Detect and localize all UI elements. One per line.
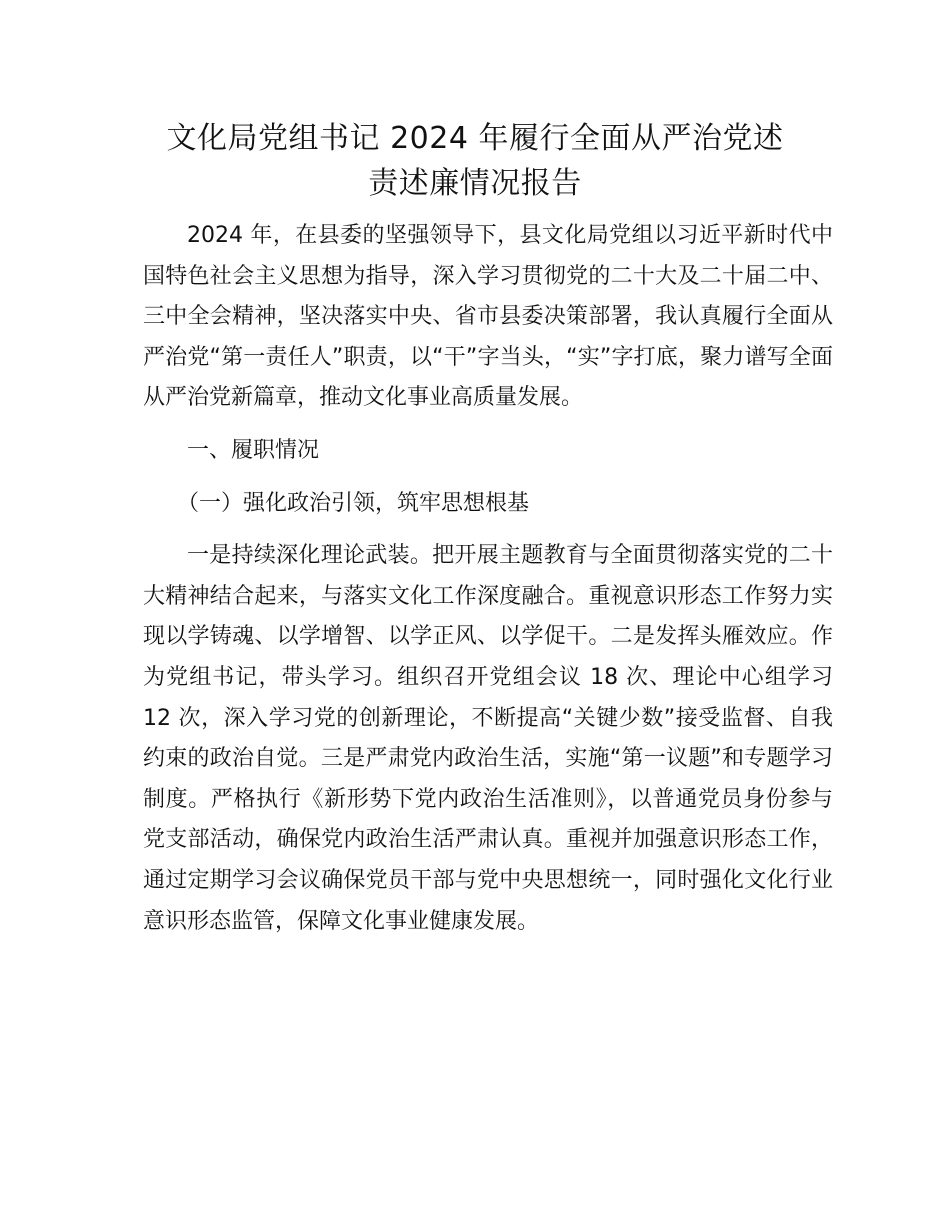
subsection-heading: （一）强化政治引领，筑牢思想根基 (177, 490, 530, 516)
document-title-line2: 责述廉情况报告 (368, 166, 582, 201)
document-body (143, 216, 833, 942)
section-heading: 一、履职情况 (187, 437, 320, 463)
document-title-line1: 文化局党组书记 2024 年履行全面从严治党述 (166, 121, 784, 156)
intro-paragraph: 2024 年，在县委的坚强领导下，县文化局党组以习近平新时代中国特色社会主义思想为指导，深入学习贯彻党的二十大及二十届二中、三中全会精神，坚决落实中央、省市县委决策部署，我认真履行全面从严治党“第一责任人”职责，以“干”字当头，“实”字打底，聚力谱写全面从严治党新篇章，推动文化事业高质量发展。 (143, 223, 833, 411)
body-paragraph: 一是持续深化理论武装。把开展主题教育与全面贯彻落实党的二十大精神结合起来，与落实文化工作深度融合。重视意识形态工作努力实现以学铸魂、以学增智、以学正风、以学促干。二是发挥头雁效应。作为党组书记，带头学习。组织召开党组会议 18 次、理论中心组学习 12 次，深入学习党的创新理论，不断提高“关键少数”接受监督、自我约束的政治自觉。三是严肃党内政治生活，实施“第一议题”和专题学习制度。严格执行《新形势下党内政治生活准则》，以普通党员身份参与党支部活动，确保党内政治生活严肃认真。重视并加强意识形态工作，通过定期学习会议确保党员干部与党中央思想统一，同时强化文化行业意识形态监管，保障文化事业健康发展。 (143, 543, 833, 934)
